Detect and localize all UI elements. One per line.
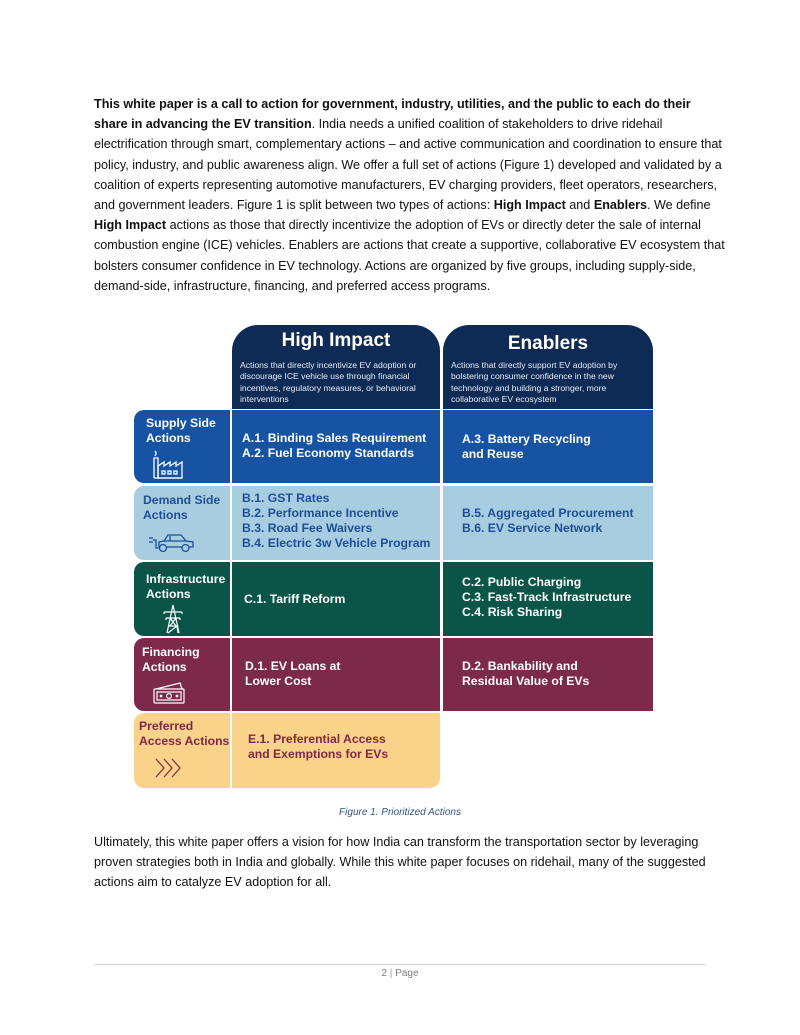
supply-side-enablers-text [462,432,591,462]
action-a2: A.2. Fuel Economy Standards [242,446,415,460]
action-b6: B.6. EV Service Network [462,521,603,535]
demand-side-high-impact-cell [232,486,440,560]
closing-paragraph: Ultimately, this white paper offers a vision for how India can transform the transportation sector by leveraging proven strategies both in India and globally. While this white paper focuses on ridehail, many of the suggested actions aim to catalyze EV adoption for all. [94,835,706,890]
action-d1-line-2: Lower Cost [245,674,312,688]
action-a1: A.1. Binding Sales Requirement [242,431,427,445]
intro-bold-lead: This white paper is a call to action for government, industry, utilities, and the public to each do their share in advancing the EV transition [94,97,691,132]
high-impact-description: Actions that directly incentivize EV adoption or discourage ICE vehicle use through financial incentives, regulatory measures, or behavioral interventions [240,360,417,405]
action-c1: C.1. Tariff Reform [244,592,346,606]
enablers-title: Enablers [507,333,589,354]
preferred-access-high-impact-text [248,732,388,762]
action-c3: C.3. Fast-Track Infrastructure [462,590,632,604]
demand-side-high-impact-text [242,491,430,551]
chevrons-right-icon [154,757,184,779]
high-impact-title: High Impact [281,330,391,351]
page-separator: | [389,968,393,979]
supply-side-high-impact-text [242,431,426,461]
infrastructure-enablers-cell [443,562,653,636]
infrastructure-label-cell [134,562,230,636]
action-d2-line-2: Residual Value of EVs [462,674,590,688]
intro-bold-enablers: Enablers [593,198,648,213]
financing-label [142,645,200,675]
page-footer [0,968,800,979]
intro-bold-high-impact-2: High Impact [94,218,167,233]
figure-caption: Figure 1. Prioritized Actions [339,807,461,818]
financing-enablers-cell [443,638,653,711]
action-b4: B.4. Electric 3w Vehicle Program [242,536,431,550]
factory-icon [152,450,184,480]
high-impact-header [232,325,440,409]
financing-label-cell [134,638,230,711]
financing-label-line-2: Actions [142,660,187,674]
page-label: Page [395,968,419,979]
supply-side-enablers-cell [443,410,653,483]
action-b1: B.1. GST Rates [242,491,330,505]
money-icon [152,681,186,705]
preferred-access-high-impact-cell [232,713,440,788]
action-b5: B.5. Aggregated Procurement [462,506,634,520]
power-tower-icon [162,604,184,634]
infrastructure-label [146,572,225,602]
action-d2-line-1: D.2. Bankability and [462,659,578,673]
action-b3: B.3. Road Fee Waivers [242,521,373,535]
demand-side-label [143,493,220,523]
supply-side-label-cell [134,410,230,483]
action-e1-line-1: E.1. Preferential Access [248,732,386,746]
intro-bold-high-impact: High Impact [493,198,566,213]
infrastructure-high-impact-text [244,592,345,607]
supply-side-high-impact-cell [232,410,440,483]
financing-high-impact-text [245,659,341,689]
demand-side-label-cell [134,486,230,560]
financing-label-line-1: Financing [142,645,200,659]
infrastructure-enablers-text [462,575,631,620]
infrastructure-label-line-2: Actions [146,587,191,601]
demand-side-enablers-cell [443,486,653,560]
preferred-access-label [139,719,229,749]
action-a3-line-2: and Reuse [462,447,524,461]
supply-side-label [146,416,216,446]
supply-side-label-line-2: Actions [146,431,191,445]
intro-text-and: and [565,198,594,213]
financing-enablers-text [462,659,589,689]
preferred-access-label-line-2: Access Actions [139,734,230,748]
intro-text-1: . India needs a unified coalition of stakeholders to drive ridehail electrification through smart, complementary actions – and active communication and coordination to ensure that policy, industry, and public awareness align. We offer a full set of actions (Figure 1) developed and validated by a coalition of experts representing automotive manufacturers, EV charging providers, fleet operators, researchers, and government leaders. Figure 1 is split between two types of actions: [94,117,722,213]
demand-side-label-line-2: Actions [143,508,188,522]
preferred-access-label-line-1: Preferred [139,719,194,733]
action-c4: C.4. Risk Sharing [462,605,563,619]
preferred-access-label-cell [134,713,230,788]
enablers-header [443,325,653,409]
infrastructure-label-line-1: Infrastructure [146,572,226,586]
demand-side-enablers-text [462,506,634,536]
action-e1-line-2: and Exemptions for EVs [248,747,389,761]
enablers-description: Actions that directly support EV adoption by bolstering consumer confidence in the new technology and building a stronger, more collaborative EV ecosystem [451,360,618,405]
action-a3-line-1: A.3. Battery Recycling [462,432,591,446]
intro-text-3: actions as those that directly incentivize the adoption of EVs or directly deter the sale of internal combustion engine (ICE) vehicles. Enablers are actions that create a supportive, collaborative EV ecosystem that bolsters consumer confidence in EV technology. Actions are organized by five groups, including supply-side, demand-side, infrastructure, financing, and preferred access programs. [94,218,725,293]
page-number: 2 [381,968,388,979]
intro-paragraph [94,94,726,296]
footer-divider [94,964,706,965]
supply-side-label-line-1: Supply Side [146,416,216,430]
intro-text-2: . We define [647,198,711,213]
financing-high-impact-cell [232,638,440,711]
action-d1-line-1: D.1. EV Loans at [245,659,341,673]
action-c2: C.2. Public Charging [462,575,582,589]
action-b2: B.2. Performance Incentive [242,506,399,520]
demand-side-label-line-1: Demand Side [143,493,221,507]
infrastructure-high-impact-cell [232,562,440,636]
electric-car-icon [148,528,196,554]
